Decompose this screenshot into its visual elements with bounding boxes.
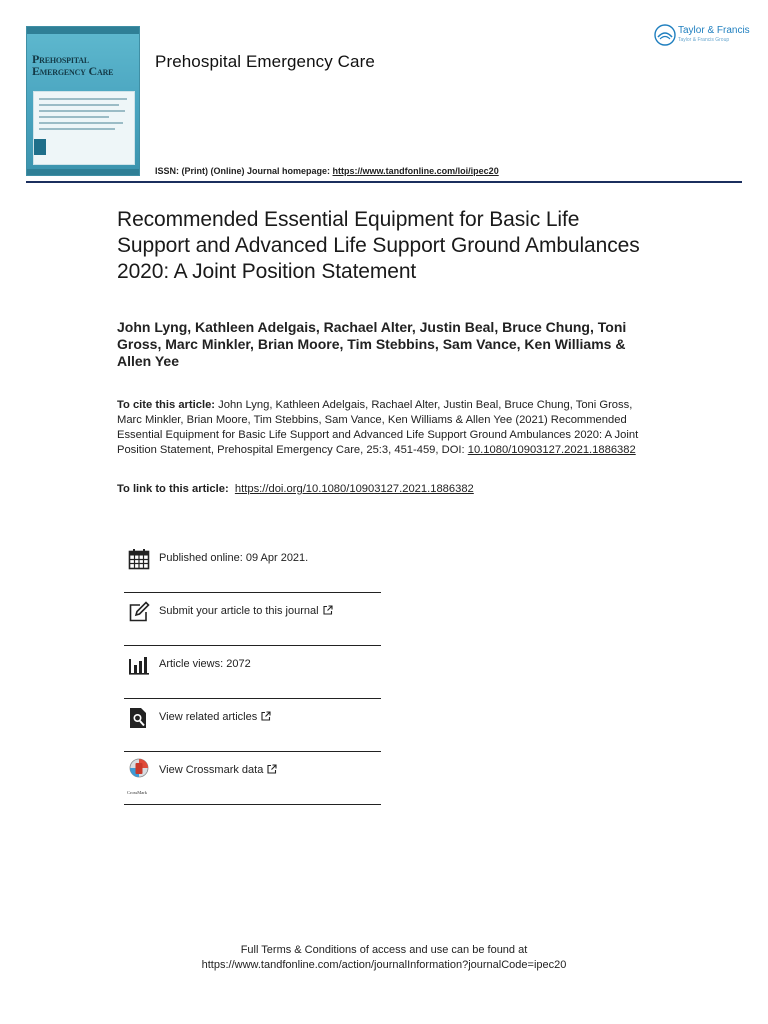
publisher-sub: Taylor & Francis Group [678, 37, 730, 43]
crossmark-icon [128, 758, 150, 780]
related-articles-row[interactable] [124, 699, 381, 751]
crossmark-row[interactable] [124, 752, 381, 804]
article-link-line: To link to this article: https://doi.org/10.1080/10903127.2021.1886382 [117, 483, 474, 495]
taylor-francis-logo-icon [654, 24, 676, 46]
article-info-list [124, 540, 381, 805]
cover-title: Prehospital Emergency Care [32, 52, 114, 78]
divider [124, 804, 381, 805]
calendar-icon [128, 548, 150, 570]
external-link-icon [261, 711, 271, 721]
journal-homepage-link[interactable]: https://www.tandfonline.com/loi/ipec20 [332, 166, 499, 176]
crossmark-caption: CrossMark [127, 790, 147, 795]
published-date: Published online: 09 Apr 2021. [159, 552, 309, 564]
footer-terms [100, 943, 668, 973]
external-link-icon [267, 764, 277, 774]
article-views: Article views: 2072 [159, 658, 251, 670]
submit-article-link[interactable]: Submit your article to this journal [159, 605, 319, 617]
taylor-francis-logo[interactable] [654, 22, 764, 48]
journal-cover [26, 26, 140, 176]
citation: To cite this article: John Lyng, Kathleen Adelgais, Rachael Alter, Justin Beal, Bruce Chung, Toni Gross, Marc Minkler, Brian Moore, Tim Stebbins, Sam Vance, Ken Williams & Allen Yee (2021) Recommended Essential Equipment for Basic Life Support and Advanced Life Support Ground Ambulances 2020: A Joint Position Statement, Prehospital Emergency Care, 25:3, 451-459, DOI: 10.1080/10903127.2021.1886382 [117, 399, 639, 456]
footer-terms-link[interactable]: https://www.tandfonline.com/action/journalInformation?journalCode=ipec20 [201, 959, 567, 971]
issn-line: ISSN: (Print) (Online) Journal homepage: https://www.tandfonline.com/loi/ipec20 [155, 166, 499, 176]
publisher-name: Taylor & Francis [678, 25, 750, 36]
related-articles-link[interactable]: View related articles [159, 711, 258, 723]
footer-line: Full Terms & Conditions of access and use can be found at [240, 944, 528, 956]
submit-article-row[interactable] [124, 593, 381, 645]
article-views-row [124, 646, 381, 698]
cover-panel [33, 91, 135, 165]
article-authors: John Lyng, Kathleen Adelgais, Rachael Alter, Justin Beal, Bruce Chung, Toni Gross, Marc Minkler, Brian Moore, Tim Stebbins, Sam Vance, Ken Williams & Allen Yee [117, 319, 627, 369]
header-rule [26, 181, 742, 183]
cover-logo-icon [34, 139, 46, 155]
external-link-icon [323, 605, 333, 615]
bar-chart-icon [128, 654, 150, 676]
citation-doi-link[interactable]: 10.1080/10903127.2021.1886382 [467, 444, 636, 456]
article-doi-link[interactable]: https://doi.org/10.1080/10903127.2021.1886382 [234, 483, 474, 495]
journal-name[interactable]: Prehospital Emergency Care [155, 52, 375, 71]
search-document-icon [128, 707, 150, 729]
published-row [124, 540, 381, 592]
crossmark-link[interactable]: View Crossmark data [159, 764, 264, 776]
article-title: Recommended Essential Equipment for Basic Life Support and Advanced Life Support Ground Ambulances 2020: A Joint Position Statement [117, 208, 640, 283]
edit-icon [128, 601, 150, 623]
